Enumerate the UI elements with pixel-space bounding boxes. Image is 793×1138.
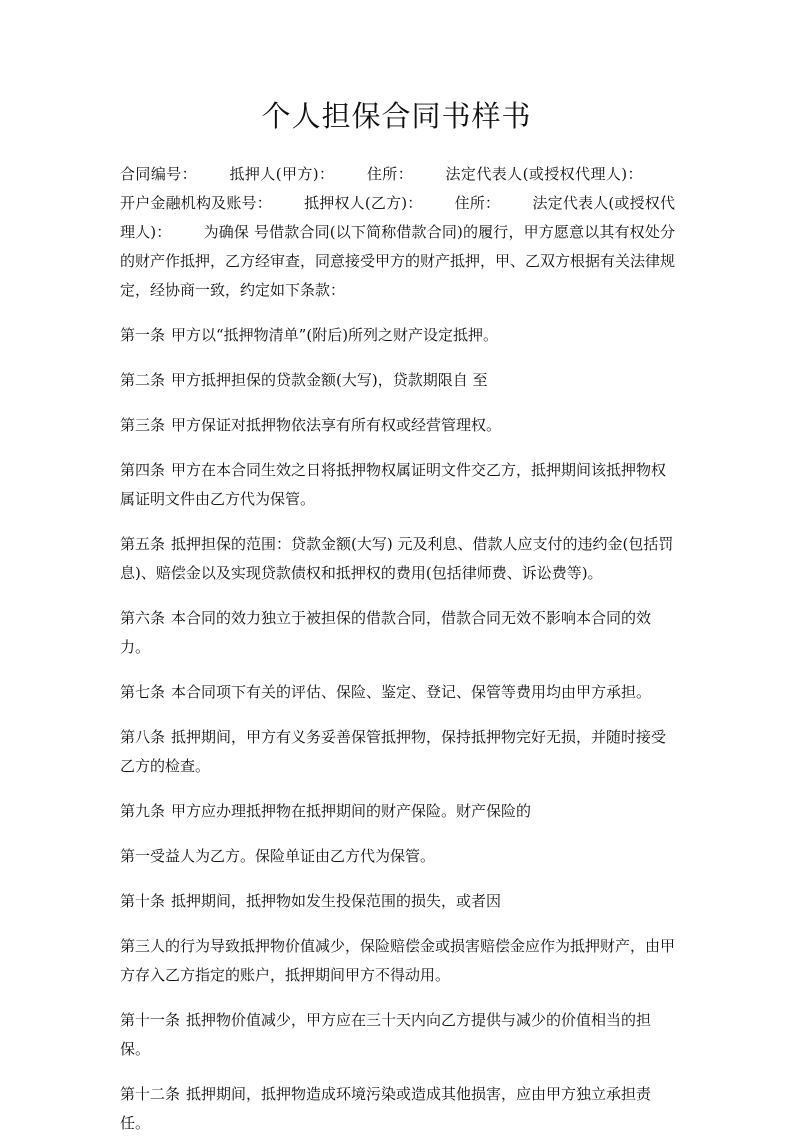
article-text: 本合同项下有关的评估、保险、鉴定、登记、保管等费用均由甲方承担。 [171,683,652,701]
article-label: 第二条 [120,371,166,389]
article-text: 甲方以“抵押物清单”(附后)所列之财产设定抵押。 [171,326,499,344]
article-text: 本合同的效力独立于被担保的借款合同，借款合同无效不影响本合同的效力。 [120,609,652,656]
article-label: 第八条 [120,728,166,746]
article-label: 第七条 [120,683,166,701]
document-body [120,160,675,1138]
article-10-continued [120,932,675,990]
article-text: 甲方抵押担保的贷款金额(大写)，贷款期限自 至 [171,371,488,389]
article-text: 甲方应办理抵押物在抵押期间的财产保险。财产保险的 [171,802,532,820]
article-10 [120,887,675,916]
bank-account-label: 开户金融机构及账号： [120,194,272,212]
article-1 [120,321,675,350]
article-text: 抵押期间，甲方有义务妥善保管抵押物，保持抵押物完好无损，并随时接受乙方的检查。 [120,728,667,775]
article-label: 第十一条 [120,1011,181,1029]
preamble-text: 为确保 号借款合同(以下简称借款合同)的履行，甲方愿意以其有权处分的财产作抵押，乙方经审查，同意接受甲方的财产抵押，甲、乙双方根据有关法律规定，经协商一致，约定如下条款： [120,223,676,299]
article-label: 第五条 [120,535,166,553]
article-8 [120,723,675,781]
article-11 [120,1006,675,1064]
article-text: 甲方在本合同生效之日将抵押物权属证明文件交乙方，抵押期间该抵押物权属证明文件由乙方代为保管。 [120,461,667,508]
article-4 [120,456,675,514]
article-text: 甲方保证对抵押物依法享有所有权或经营管理权。 [171,416,502,434]
article-9-continued [120,842,675,871]
article-text: 抵押期间，抵押物造成环境污染或造成其他损害，应由甲方独立承担责任。 [120,1085,652,1132]
article-label: 第三条 [120,416,166,434]
article-label: 第九条 [120,802,166,820]
article-7 [120,678,675,707]
article-6 [120,604,675,662]
mortgagor-label: 抵押人(甲方)： [229,165,335,183]
article-text: 抵押物价值减少，甲方应在三十天内向乙方提供与减少的价值相当的担保。 [120,1011,652,1058]
article-12 [120,1080,675,1138]
article-text: 第三人的行为导致抵押物价值减少，保险赔偿金或损害赔偿金应作为抵押财产，由甲方存入乙方指定的账户，抵押期间甲方不得动用。 [120,937,676,984]
article-2 [120,366,675,395]
address-a-label: 住所： [366,165,414,183]
article-label: 第十二条 [120,1085,181,1103]
contract-no-label: 合同编号： [120,165,198,183]
representative-a-label: 法定代表人(或授权代理人)： [445,165,643,183]
article-label: 第一条 [120,326,166,344]
article-5 [120,530,675,588]
address-b-label: 住所： [454,194,501,212]
article-text: 第一受益人为乙方。保险单证由乙方代为保管。 [120,847,436,865]
article-label: 第四条 [120,461,166,479]
contract-header [120,160,675,305]
article-9 [120,797,675,826]
article-text: 抵押担保的范围：贷款金额(大写) 元及利息、借款人应支付的违约金(包括罚息)、赔偿金以及实现贷款债权和抵押权的费用(包括律师费、诉讼费等)。 [120,535,674,582]
article-label: 第六条 [120,609,166,627]
document-title: 个人担保合同书样书 [261,99,532,133]
article-3 [120,411,675,440]
article-text: 抵押期间，抵押物如发生投保范围的损失，或者因 [171,892,502,910]
article-label: 第十条 [120,892,166,910]
representative-b-label: 法定代表人(或授权代理人)： [120,194,675,241]
mortgagee-label: 抵押权人(乙方)： [303,194,423,212]
